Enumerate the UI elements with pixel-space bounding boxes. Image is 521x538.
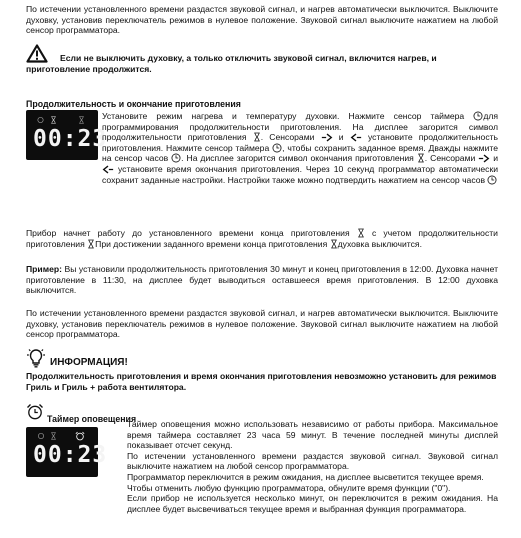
timer-icon: [473, 111, 483, 121]
info-text: Продолжительность приготовления и время окончания приготовления невозможно установить для режимов Гриль и Гриль + работа вентилятора.: [26, 371, 497, 392]
arrow-right-icon: [321, 133, 333, 142]
text-run: установите продолжительность приготовления. Нажмите сенсор таймера: [102, 132, 499, 153]
text-run: духовка выключится.: [337, 238, 422, 249]
arrow-left-icon: [102, 165, 114, 174]
text-run: и: [338, 132, 344, 143]
hourglass-icon: [417, 153, 425, 163]
text-run: При достижении заданного времени конца приготовления: [95, 238, 328, 249]
oven-display-alarm: [26, 427, 108, 477]
example-label: Пример:: [26, 264, 62, 274]
text-run: По истечении установленного времени раздастся звуковой сигнал. Звуковой сигнал выключите нажатием на любой сенсор программатора.: [127, 450, 498, 472]
alarm-clock-icon: [26, 403, 44, 420]
timer-icon: [37, 432, 45, 440]
start-paragraph: [26, 228, 498, 249]
oven-display-duration: [26, 110, 108, 160]
hourglass-icon: [50, 432, 57, 440]
timer-icon: [272, 143, 282, 153]
hourglass-icon: [87, 239, 95, 249]
alarm-description: [127, 419, 498, 514]
hourglass-icon: [330, 239, 338, 249]
clock-icon: [487, 175, 497, 185]
section-title-alarm: Таймер оповещения: [47, 414, 137, 424]
text-run: Чтобы отменить любую функцию программатора, обнулите время функции ("0").: [127, 482, 451, 493]
text-run: Программатор переключится в режим ожидания, на дисплее высветится текущее время.: [127, 471, 484, 482]
text-run: . Сенсорами: [424, 153, 476, 164]
warning-text: Если не выключить духовку, а только отключить звуковой сигнал, включится нагрев, и приготовление продолжится.: [26, 53, 437, 74]
text-run: Если прибор не используется несколько минут, он переключится в режим ожидания. На дисплее будет высвечиваться текущее время и выбранная функция программатора.: [127, 493, 498, 514]
display-time: 00:23: [33, 442, 108, 468]
timer-icon: [37, 116, 44, 124]
hourglass-icon: [78, 116, 85, 124]
text-run: , чтобы сохранить заданное время. Дважды нажмите на сенсор часов: [102, 142, 498, 164]
text-run: с учетом продолжительности приготовления: [26, 228, 498, 249]
text-run: . На дисплее загорится символ окончания приготовления: [181, 153, 414, 164]
intro-paragraph: По истечении установленного времени раздастся звуковой сигнал, и нагрев автоматически выключится. Выключите духовку, установив переключатель режимов в нулевое положение. Звуковой сигнал выключите нажатием на любой сенсор программатора.: [26, 4, 498, 36]
example-paragraph: [26, 264, 498, 296]
hourglass-icon: [50, 116, 57, 124]
info-title: ИНФОРМАЦИЯ!: [50, 357, 128, 368]
text-run: и: [493, 153, 499, 164]
lightbulb-icon: [26, 348, 46, 369]
duration-instructions: [102, 111, 498, 185]
hourglass-icon: [253, 132, 261, 142]
text-run: для программирования продолжительности приготовления. На дисплее загорится символ продолжительности приготовления: [102, 111, 498, 143]
clock-icon: [171, 153, 181, 163]
text-run: Вы установили продолжительность приготовления 30 минут и конец приготовления в 12:00. Духовка начнет приготовление в 11:30, на дисплее будет выводиться оставшееся время приготовления. В 12:00 духовка выключится.: [26, 264, 499, 296]
text-run: Установите режим нагрева и температуру духовки. Нажмите сенсор таймера: [102, 111, 465, 121]
end-paragraph: По истечении установленного времени раздастся звуковой сигнал, и нагрев автоматически выключится. Выключите духовку, установив переключатель режимов в нулевое положение. Звуковой сигнал выключите нажатием на любой сенсор программатора.: [26, 308, 498, 340]
text-run: Прибор начнет работу до установленного времени конца приготовления: [26, 228, 350, 238]
text-run: . Сенсорами: [260, 132, 315, 143]
display-time: 00:23: [33, 126, 108, 152]
text-run: Таймер оповещения можно использовать независимо от работы прибора. Максимальное время таймера составляет 23 часа 59 минут. В течение последней минуты дисплей показывает отсчет секунд.: [127, 419, 498, 451]
text-run: установите время окончания приготовления. Через 10 секунд программатор автоматически сохранит заданные настройки. Настройки также можно подтвердить нажатием на сенсор часов: [102, 163, 499, 185]
arrow-right-icon: [478, 154, 490, 163]
alarm-clock-icon: [75, 431, 85, 441]
section-title-duration: Продолжительность и окончание приготовления: [26, 99, 241, 109]
arrow-left-icon: [350, 133, 362, 142]
hourglass-icon: [357, 228, 365, 238]
